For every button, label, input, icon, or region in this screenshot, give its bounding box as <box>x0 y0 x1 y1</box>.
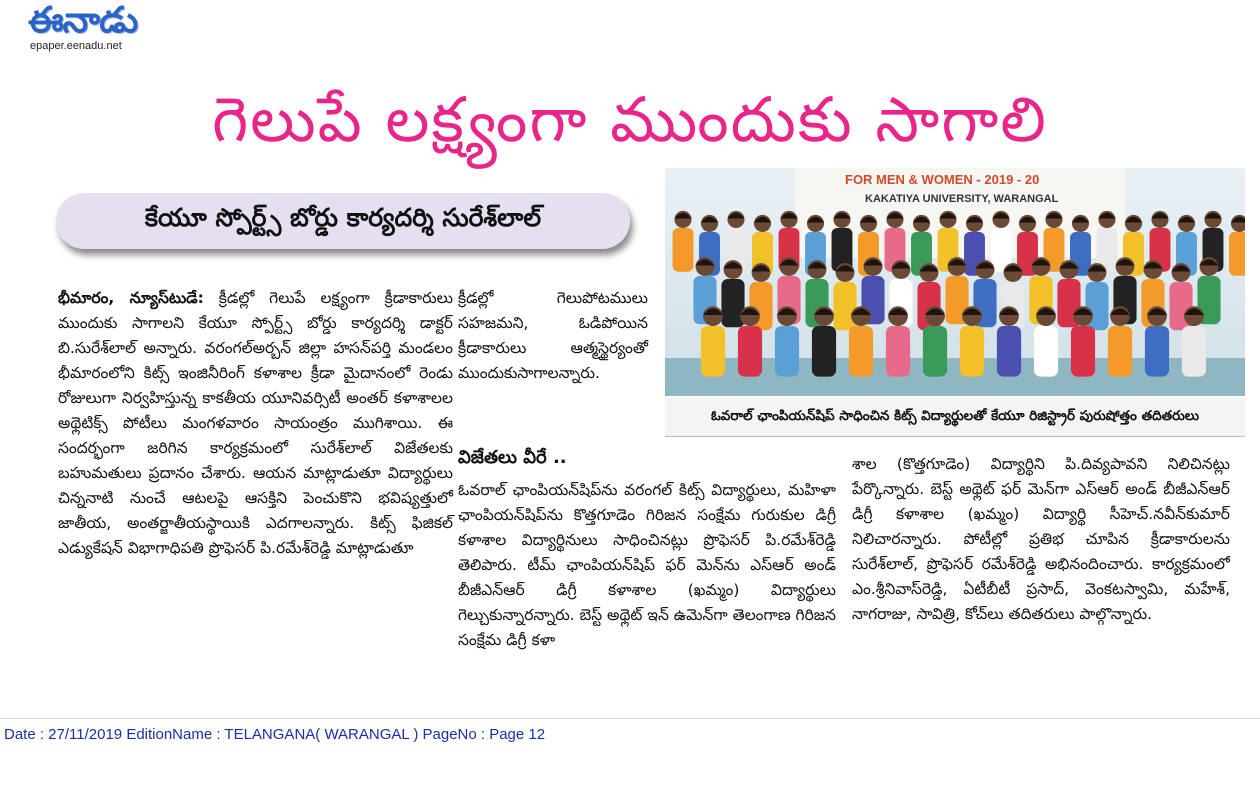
article-column-3: ఓవరాల్ ఛాంపియన్‌షిప్‌ను వరంగల్ కిట్స్ విద్యార్థులు, మహిళా ఛాంపియన్‌షిప్‌ను కొత్తగూడెం గిరిజన సంక్షేమ గురుకుల డిగ్రీ కళాశాల విద్యార్థినులు సాధించినట్లు ప్రొఫెసర్ పి.రమేశ్‌రెడ్డి తెలిపారు. టీమ్ ఛాంపియన్‌షిప్ ఫర్ మెన్‌ను ఎస్ఆర్ అండ్ బీజీఎన్‌ఆర్ డిగ్రీ కళాశాల (ఖమ్మం) విద్యార్థులు గెల్చుకున్నారన్నారు. బెస్ట్ అథ్లెట్ ఇన్ ఉమెన్‌గా తెలంగాణ గిరిజన సంక్షేమ డిగ్రీ కళా <box>458 481 836 649</box>
article-column-2: క్రీడల్లో గెలుపోటములు సహజమని, ఓడిపోయిన క్రీడాకారులు ఆత్మస్థైర్యంతో ముందుకుసాగాలన్నారు. <box>458 289 648 382</box>
page-divider <box>0 718 1260 719</box>
logo-wordmark: ఈనాడు <box>28 0 138 41</box>
article-column-1 <box>58 286 453 561</box>
article-headline: గెలుపే లక్ష్యంగా ముందుకు సాగాలి <box>212 83 1048 156</box>
column-1-text: క్రీడల్లో గెలుపే లక్ష్యంగా క్రీడాకారులు ముందుకు సాగాలని కేయూ స్పోర్ట్స్ బోర్డు కార్యదర్శి డాక్టర్ బి.సురేశ్‌లాల్ అన్నారు. వరంగల్‌అర్బన్ జిల్లా హసన్‌పర్తి మండలం భీమారంలోని కిట్స్ ఇంజినీరింగ్ కళాశాల క్రీడా మైదానంలో రెండు రోజులుగా నిర్వహిస్తున్న కాకతీయ యూనివర్సిటీ అంతర్ కళాశాలల అథ్లెటిక్స్ పోటీలు మంగళవారం సాయంత్రం ముగిశాయి. ఈ సందర్భంగా జరిగిన కార్యక్రమంలో సురేశ్‌లాల్ విజేతలకు బహుమతులు ప్రదానం చేశారు. ఆయన మాట్లాడుతూ విద్యార్థులు చిన్ననాటి నుంచే ఆటలపై ఆసక్తిని పెంచుకొని భవిష్యత్తులో జాతీయ, అంతర్జాతీయస్థాయికి ఎదగాలన్నారు. కిట్స్ ఫిజికల్ ఎడ్యుకేషన్ విభాగాధిపతి ప్రొఫెసర్ పి.రమేశ్‌రెడ్డి మాట్లాడుతూ <box>58 289 453 557</box>
dateline: భీమారం, న్యూస్‌టుడే: <box>58 289 204 307</box>
team-photo <box>665 168 1245 396</box>
eenadu-logo[interactable] <box>28 2 138 54</box>
banner-line-1: FOR MEN & WOMEN - 2019 - 20 <box>845 172 1040 187</box>
banner-line-2: KAKATIYA UNIVERSITY, WARANGAL <box>865 193 1059 205</box>
subheadline-text: కేయూ స్పోర్ట్స్ బోర్డు కార్యదర్శి సురేశ్‌లాల్ <box>144 203 542 232</box>
edition-footer: Date : 27/11/2019 EditionName : TELANGANA( WARANGAL ) PageNo : Page 12 <box>4 726 546 743</box>
article-subheadline <box>56 193 630 249</box>
epaper-url: epaper.eenadu.net <box>30 40 122 52</box>
photo-caption: ఓవరాల్ ఛాంపియన్‌షిప్ సాధించిన కిట్స్ విద్యార్థులతో కేయూ రిజిస్ట్రార్ పురుషోత్తం తదితరులు <box>665 398 1245 437</box>
winners-section-title: విజేతలు వీరే .. <box>458 447 567 468</box>
team-photo-illustration <box>665 168 1245 396</box>
article-column-4: శాల (కొత్తగూడెం) విద్యార్థిని పి.దివ్యపావని నిలిచినట్లు పేర్కొన్నారు. బెస్ట్ అథ్లెట్ ఫర్ మెన్‌గా ఎస్ఆర్ అండ్ బీజీఎన్‌ఆర్ డిగ్రీ కళాశాల (ఖమ్మం) విద్యార్థి సీహెచ్.నవీన్‌కుమార్ నిలిచారన్నారు. పోటీల్లో ప్రతిభ చూపిన క్రీడాకారులను సురేశ్‌లాల్, ప్రొఫెసర్ రమేశ్‌రెడ్డి అభినందించారు. కార్యక్రమంలో ఎం.శ్రీనివాస్‌రెడ్డి, ఏటీబీటీ ప్రసాద్, వెంకటస్వామి, మహేశ్, నాగరాజు, సావిత్రి, కోచ్‌లు తదితరులు పాల్గొన్నారు. <box>852 455 1230 623</box>
